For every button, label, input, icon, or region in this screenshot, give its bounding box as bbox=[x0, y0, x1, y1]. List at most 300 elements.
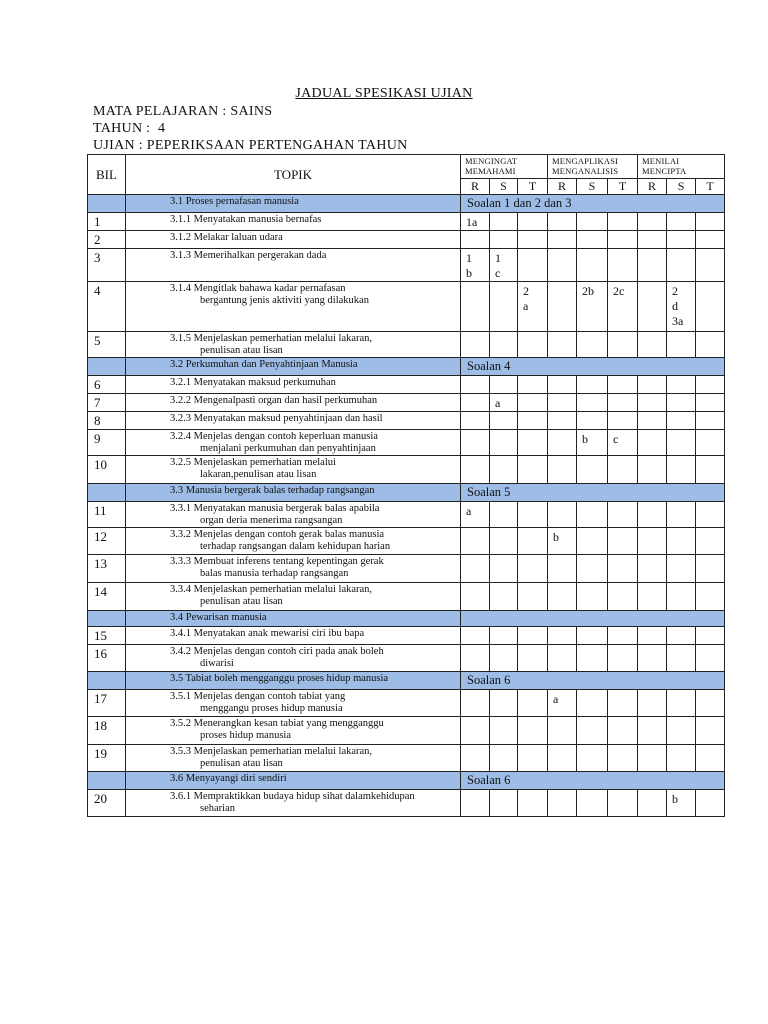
topic-line: 3.2.1 Menyatakan maksud perkumuhan bbox=[170, 377, 336, 388]
topic-continuation: seharian bbox=[200, 803, 235, 814]
mark-cell-r: b bbox=[548, 528, 577, 555]
mark-cell-r bbox=[461, 690, 490, 717]
mark-cell-t bbox=[608, 645, 638, 672]
mark-cell-r bbox=[548, 282, 577, 332]
topic-continuation: menjalani perkumuhan dan penyahtinjaan bbox=[200, 443, 376, 454]
header-level-r: R bbox=[548, 179, 577, 195]
mark-cell-t bbox=[696, 332, 725, 358]
header-group-mengaplikasi bbox=[548, 155, 638, 179]
mark-cell-r bbox=[548, 555, 577, 583]
table-row bbox=[88, 430, 725, 456]
topic-line: 3.5.1 Menjelas dengan contoh tabiat yang bbox=[170, 691, 346, 702]
topic-line: 3.3.1 Menyatakan manusia bergerak balas apabila bbox=[170, 503, 380, 514]
topic-line: 3.1.1 Menyatakan manusia bernafas bbox=[170, 214, 322, 225]
section-row bbox=[88, 672, 725, 690]
header-level-s: S bbox=[667, 179, 696, 195]
mark-cell-s bbox=[577, 790, 608, 817]
mark-cell-s bbox=[490, 645, 518, 672]
mark-cell-s bbox=[667, 376, 696, 394]
row-bil: 16 bbox=[88, 645, 126, 672]
row-topic bbox=[126, 213, 461, 231]
table-row bbox=[88, 456, 725, 484]
exam-line: UJIAN : PEPERIKSAAN PERTENGAHAN TAHUN bbox=[93, 138, 408, 153]
mark-cell-r bbox=[638, 528, 667, 555]
topic-line: 3.2.2 Mengenalpasti organ dan hasil perkumuhan bbox=[170, 395, 378, 406]
mark-cell-s bbox=[577, 412, 608, 430]
mark-cell-s bbox=[490, 282, 518, 332]
topic-line: 3.3.2 Menjelas dengan contoh gerak balas manusia bbox=[170, 529, 385, 540]
mark-cell-r bbox=[638, 282, 667, 332]
mark-cell-t bbox=[696, 282, 725, 332]
mark-cell-t: c bbox=[608, 430, 638, 456]
mark-cell-r bbox=[461, 528, 490, 555]
mark-cell-r: 1a bbox=[461, 213, 490, 231]
mark-cell-s bbox=[490, 332, 518, 358]
row-topic bbox=[126, 282, 461, 332]
mark-cell-s bbox=[577, 745, 608, 772]
row-bil: 6 bbox=[88, 376, 126, 394]
row-topic bbox=[126, 456, 461, 484]
row-bil: 2 bbox=[88, 231, 126, 249]
mark-cell-r bbox=[548, 249, 577, 282]
mark-cell-r bbox=[638, 249, 667, 282]
row-topic bbox=[126, 412, 461, 430]
row-bil: 11 bbox=[88, 502, 126, 528]
table-row bbox=[88, 376, 725, 394]
topic-line: 3.1.2 Melakar laluan udara bbox=[170, 232, 283, 243]
section-row bbox=[88, 611, 725, 627]
topic-line: 3.3.4 Menjelaskan pemerhatian melalui lakaran, bbox=[170, 584, 373, 595]
mark-cell-t bbox=[608, 456, 638, 484]
mark-cell-s bbox=[577, 627, 608, 645]
mark-cell-t bbox=[608, 690, 638, 717]
mark-cell-s bbox=[490, 430, 518, 456]
header-group-line: MENGAPLIKASI bbox=[552, 156, 619, 166]
mark-cell-t bbox=[696, 502, 725, 528]
row-bil: 7 bbox=[88, 394, 126, 412]
mark-cell-r bbox=[548, 745, 577, 772]
mark-cell-t bbox=[608, 502, 638, 528]
table-row bbox=[88, 690, 725, 717]
mark-cell-s bbox=[577, 583, 608, 611]
mark-cell-t bbox=[518, 583, 548, 611]
mark-cell-r bbox=[638, 627, 667, 645]
topic-line: 3.1.3 Memerihalkan pergerakan dada bbox=[170, 250, 327, 261]
mark-cell-t bbox=[608, 394, 638, 412]
mark-cell-t bbox=[696, 555, 725, 583]
mark-cell-t bbox=[608, 717, 638, 745]
header-level-t: T bbox=[608, 179, 638, 195]
header-level-r: R bbox=[638, 179, 667, 195]
mark-cell-t bbox=[696, 376, 725, 394]
mark-cell-s bbox=[490, 502, 518, 528]
mark-cell-s bbox=[577, 456, 608, 484]
topic-line: 3.5.3 Menjelaskan pemerhatian melalui lakaran, bbox=[170, 746, 373, 757]
header-topik: TOPIK bbox=[126, 155, 461, 195]
table-row bbox=[88, 502, 725, 528]
row-topic bbox=[126, 645, 461, 672]
row-bil: 3 bbox=[88, 249, 126, 282]
mark-cell-r bbox=[638, 790, 667, 817]
document-title: JADUAL SPESIKASI UJIAN bbox=[295, 86, 473, 101]
row-topic bbox=[126, 376, 461, 394]
table-row bbox=[88, 583, 725, 611]
mark-cell-t bbox=[518, 528, 548, 555]
section-bil-cell bbox=[88, 611, 126, 627]
mark-cell-s bbox=[667, 456, 696, 484]
topic-continuation: balas manusia terhadap rangsangan bbox=[200, 568, 349, 579]
mark-cell-r bbox=[638, 690, 667, 717]
mark-cell-s bbox=[667, 394, 696, 412]
header-group-line: MEMAHAMI bbox=[465, 166, 516, 176]
header-level-t: T bbox=[696, 179, 725, 195]
mark-cell-s bbox=[667, 528, 696, 555]
mark-cell-t bbox=[696, 583, 725, 611]
mark-cell-t bbox=[696, 456, 725, 484]
mark-cell-r bbox=[461, 394, 490, 412]
mark-cell-s bbox=[490, 231, 518, 249]
table-row bbox=[88, 249, 725, 282]
mark-cell-r bbox=[638, 502, 667, 528]
mark-cell-s bbox=[490, 456, 518, 484]
mark-cell-t bbox=[608, 231, 638, 249]
mark-cell-s: 1 c bbox=[490, 249, 518, 282]
mark-cell-t bbox=[696, 430, 725, 456]
mark-cell-r bbox=[461, 332, 490, 358]
mark-cell-s bbox=[577, 332, 608, 358]
mark-cell-t bbox=[518, 213, 548, 231]
mark-cell-s bbox=[667, 583, 696, 611]
mark-cell-r bbox=[548, 456, 577, 484]
mark-cell-s bbox=[577, 690, 608, 717]
mark-cell-r bbox=[548, 332, 577, 358]
mark-cell-r bbox=[461, 627, 490, 645]
mark-cell-t bbox=[608, 412, 638, 430]
section-row bbox=[88, 195, 725, 213]
mark-cell-t bbox=[518, 412, 548, 430]
table-row bbox=[88, 528, 725, 555]
row-topic bbox=[126, 555, 461, 583]
mark-cell-r bbox=[461, 412, 490, 430]
topic-line: 3.2.4 Menjelas dengan contoh keperluan manusia bbox=[170, 431, 378, 442]
mark-cell-r bbox=[548, 376, 577, 394]
row-topic bbox=[126, 790, 461, 817]
mark-cell-t bbox=[696, 213, 725, 231]
mark-cell-r bbox=[461, 555, 490, 583]
header-group-line: MENGANALISIS bbox=[552, 166, 619, 176]
mark-cell-r bbox=[461, 430, 490, 456]
mark-cell-r bbox=[548, 231, 577, 249]
topic-continuation: penulisan atau lisan bbox=[200, 758, 283, 769]
table-row bbox=[88, 717, 725, 745]
topic-continuation: menggangu proses hidup manusia bbox=[200, 703, 343, 714]
mark-cell-s bbox=[667, 231, 696, 249]
section-soalan: Soalan 6 bbox=[461, 672, 725, 690]
table-row bbox=[88, 332, 725, 358]
mark-cell-s bbox=[577, 502, 608, 528]
header-group-line: MENGINGAT bbox=[465, 156, 518, 166]
section-soalan: Soalan 4 bbox=[461, 358, 725, 376]
mark-cell-r bbox=[638, 555, 667, 583]
table-row bbox=[88, 745, 725, 772]
topic-line: 3.5.2 Menerangkan kesan tabiat yang mengganggu bbox=[170, 718, 384, 729]
row-topic bbox=[126, 717, 461, 745]
mark-cell-s bbox=[490, 627, 518, 645]
mark-cell-t: 2c bbox=[608, 282, 638, 332]
table-row bbox=[88, 790, 725, 817]
mark-cell-s bbox=[577, 645, 608, 672]
mark-cell-t bbox=[608, 376, 638, 394]
mark-cell-r bbox=[638, 717, 667, 745]
mark-cell-s bbox=[667, 502, 696, 528]
mark-cell-t bbox=[608, 745, 638, 772]
table-row bbox=[88, 645, 725, 672]
row-topic bbox=[126, 231, 461, 249]
mark-cell-s bbox=[490, 745, 518, 772]
row-bil: 20 bbox=[88, 790, 126, 817]
mark-cell-r bbox=[548, 430, 577, 456]
mark-cell-t bbox=[696, 528, 725, 555]
header-bil: BIL bbox=[88, 155, 126, 195]
mark-cell-t bbox=[608, 213, 638, 231]
mark-cell-r bbox=[548, 412, 577, 430]
section-bil-cell bbox=[88, 772, 126, 790]
table-row bbox=[88, 627, 725, 645]
row-bil: 18 bbox=[88, 717, 126, 745]
topic-line: 3.1.4 Mengitlak bahawa kadar pernafasan bbox=[170, 283, 346, 294]
row-bil: 17 bbox=[88, 690, 126, 717]
mark-cell-s bbox=[490, 790, 518, 817]
row-bil: 5 bbox=[88, 332, 126, 358]
mark-cell-t bbox=[696, 690, 725, 717]
header-group-menilai bbox=[638, 155, 725, 179]
topic-line: 3.4.1 Menyatakan anak mewarisi ciri ibu bapa bbox=[170, 628, 365, 639]
topic-line: 3.6.1 Mempraktikkan budaya hidup sihat dalamkehidupan bbox=[170, 791, 415, 802]
row-topic bbox=[126, 528, 461, 555]
mark-cell-t: 2 a bbox=[518, 282, 548, 332]
mark-cell-t bbox=[518, 627, 548, 645]
mark-cell-r: 1 b bbox=[461, 249, 490, 282]
mark-cell-r bbox=[638, 376, 667, 394]
mark-cell-t bbox=[696, 645, 725, 672]
table-row bbox=[88, 213, 725, 231]
section-soalan bbox=[461, 611, 725, 627]
mark-cell-r bbox=[548, 717, 577, 745]
mark-cell-s bbox=[667, 249, 696, 282]
mark-cell-r bbox=[638, 394, 667, 412]
mark-cell-s bbox=[667, 430, 696, 456]
row-topic bbox=[126, 332, 461, 358]
mark-cell-s bbox=[667, 717, 696, 745]
mark-cell-r bbox=[638, 645, 667, 672]
topic-line: 3.2.5 Menjelaskan pemerhatian melalui bbox=[170, 457, 336, 468]
row-topic bbox=[126, 690, 461, 717]
section-soalan: Soalan 6 bbox=[461, 772, 725, 790]
mark-cell-t bbox=[696, 231, 725, 249]
mark-cell-t bbox=[518, 249, 548, 282]
section-title: 3.2 Perkumuhan dan Penyahtinjaan Manusia bbox=[126, 358, 461, 376]
header-level-s: S bbox=[577, 179, 608, 195]
header-group-line: MENCIPTA bbox=[642, 166, 687, 176]
section-title: 3.6 Menyayangi diri sendiri bbox=[126, 772, 461, 790]
mark-cell-r bbox=[548, 790, 577, 817]
mark-cell-s bbox=[667, 412, 696, 430]
row-bil: 9 bbox=[88, 430, 126, 456]
mark-cell-t bbox=[696, 394, 725, 412]
topic-continuation: bergantung jenis aktiviti yang dilakukan bbox=[200, 295, 369, 306]
row-topic bbox=[126, 394, 461, 412]
mark-cell-t bbox=[696, 717, 725, 745]
mark-cell-t bbox=[518, 502, 548, 528]
mark-cell-r bbox=[461, 231, 490, 249]
row-topic bbox=[126, 430, 461, 456]
section-bil-cell bbox=[88, 358, 126, 376]
section-title: 3.1 Proses pernafasan manusia bbox=[126, 195, 461, 213]
mark-cell-t bbox=[518, 376, 548, 394]
row-topic bbox=[126, 249, 461, 282]
topic-continuation: penulisan atau lisan bbox=[200, 345, 283, 356]
mark-cell-t bbox=[518, 394, 548, 412]
mark-cell-r bbox=[461, 376, 490, 394]
mark-cell-t bbox=[608, 528, 638, 555]
mark-cell-r bbox=[548, 583, 577, 611]
mark-cell-r bbox=[461, 790, 490, 817]
section-title: 3.3 Manusia bergerak balas terhadap rangsangan bbox=[126, 484, 461, 502]
row-topic bbox=[126, 502, 461, 528]
table-row bbox=[88, 412, 725, 430]
subject-line: MATA PELAJARAN : SAINS bbox=[93, 104, 273, 119]
section-title: 3.5 Tabiat boleh mengganggu proses hidup manusia bbox=[126, 672, 461, 690]
mark-cell-r bbox=[638, 332, 667, 358]
row-bil: 15 bbox=[88, 627, 126, 645]
mark-cell-t bbox=[608, 583, 638, 611]
mark-cell-t bbox=[696, 745, 725, 772]
mark-cell-r bbox=[461, 282, 490, 332]
mark-cell-s: 2 d 3a bbox=[667, 282, 696, 332]
row-bil: 10 bbox=[88, 456, 126, 484]
mark-cell-s bbox=[490, 583, 518, 611]
mark-cell-r bbox=[638, 430, 667, 456]
mark-cell-s bbox=[667, 627, 696, 645]
mark-cell-t bbox=[608, 249, 638, 282]
mark-cell-r bbox=[548, 502, 577, 528]
mark-cell-t bbox=[608, 555, 638, 583]
mark-cell-t bbox=[518, 690, 548, 717]
mark-cell-r bbox=[461, 717, 490, 745]
section-bil-cell bbox=[88, 672, 126, 690]
row-topic bbox=[126, 627, 461, 645]
mark-cell-s bbox=[577, 394, 608, 412]
header-level-r: R bbox=[461, 179, 490, 195]
mark-cell-r bbox=[638, 583, 667, 611]
mark-cell-s bbox=[490, 717, 518, 745]
year-line: TAHUN : 4 bbox=[93, 121, 166, 136]
table-row bbox=[88, 282, 725, 332]
topic-line: 3.3.3 Membuat inferens tentang kepentingan gerak bbox=[170, 556, 384, 567]
mark-cell-t bbox=[608, 627, 638, 645]
row-bil: 8 bbox=[88, 412, 126, 430]
mark-cell-r bbox=[461, 583, 490, 611]
mark-cell-s bbox=[490, 213, 518, 231]
topic-line: 3.4.2 Menjelas dengan contoh ciri pada anak boleh bbox=[170, 646, 384, 657]
mark-cell-s bbox=[490, 690, 518, 717]
mark-cell-r bbox=[548, 394, 577, 412]
section-title: 3.4 Pewarisan manusia bbox=[126, 611, 461, 627]
table-row bbox=[88, 394, 725, 412]
mark-cell-s bbox=[667, 745, 696, 772]
section-soalan: Soalan 5 bbox=[461, 484, 725, 502]
topic-continuation: proses hidup manusia bbox=[200, 730, 291, 741]
mark-cell-s bbox=[667, 690, 696, 717]
mark-cell-s bbox=[490, 528, 518, 555]
mark-cell-s: a bbox=[490, 394, 518, 412]
mark-cell-r bbox=[461, 645, 490, 672]
mark-cell-r bbox=[638, 231, 667, 249]
section-row bbox=[88, 772, 725, 790]
header-group-mengingat bbox=[461, 155, 548, 179]
section-soalan: Soalan 1 dan 2 dan 3 bbox=[461, 195, 725, 213]
topic-continuation: diwarisi bbox=[200, 658, 234, 669]
row-topic bbox=[126, 583, 461, 611]
topic-continuation: penulisan atau lisan bbox=[200, 596, 283, 607]
mark-cell-t bbox=[518, 430, 548, 456]
topic-continuation: terhadap rangsangan dalam kehidupan harian bbox=[200, 541, 391, 552]
row-bil: 12 bbox=[88, 528, 126, 555]
section-bil-cell bbox=[88, 195, 126, 213]
mark-cell-s bbox=[577, 213, 608, 231]
mark-cell-s bbox=[577, 376, 608, 394]
mark-cell-t bbox=[518, 332, 548, 358]
mark-cell-t bbox=[696, 249, 725, 282]
mark-cell-s bbox=[667, 555, 696, 583]
mark-cell-s bbox=[577, 249, 608, 282]
mark-cell-r bbox=[548, 627, 577, 645]
header-level-s: S bbox=[490, 179, 518, 195]
mark-cell-s bbox=[667, 213, 696, 231]
mark-cell-s bbox=[490, 555, 518, 583]
mark-cell-t bbox=[518, 790, 548, 817]
mark-cell-t bbox=[518, 717, 548, 745]
row-topic bbox=[126, 745, 461, 772]
mark-cell-r bbox=[461, 456, 490, 484]
section-row bbox=[88, 484, 725, 502]
row-bil: 14 bbox=[88, 583, 126, 611]
specification-table bbox=[87, 154, 725, 817]
row-bil: 19 bbox=[88, 745, 126, 772]
mark-cell-t bbox=[518, 456, 548, 484]
mark-cell-r bbox=[638, 412, 667, 430]
mark-cell-r bbox=[638, 213, 667, 231]
mark-cell-t bbox=[518, 555, 548, 583]
mark-cell-s bbox=[577, 231, 608, 249]
table-row bbox=[88, 231, 725, 249]
mark-cell-s bbox=[577, 555, 608, 583]
mark-cell-s: b bbox=[667, 790, 696, 817]
mark-cell-r: a bbox=[461, 502, 490, 528]
mark-cell-r: a bbox=[548, 690, 577, 717]
row-bil: 1 bbox=[88, 213, 126, 231]
mark-cell-s bbox=[577, 528, 608, 555]
mark-cell-r bbox=[548, 645, 577, 672]
mark-cell-t bbox=[608, 790, 638, 817]
mark-cell-t bbox=[518, 645, 548, 672]
mark-cell-r bbox=[638, 456, 667, 484]
mark-cell-t bbox=[518, 231, 548, 249]
mark-cell-t bbox=[696, 627, 725, 645]
mark-cell-s bbox=[667, 332, 696, 358]
row-bil: 13 bbox=[88, 555, 126, 583]
mark-cell-s: 2b bbox=[577, 282, 608, 332]
